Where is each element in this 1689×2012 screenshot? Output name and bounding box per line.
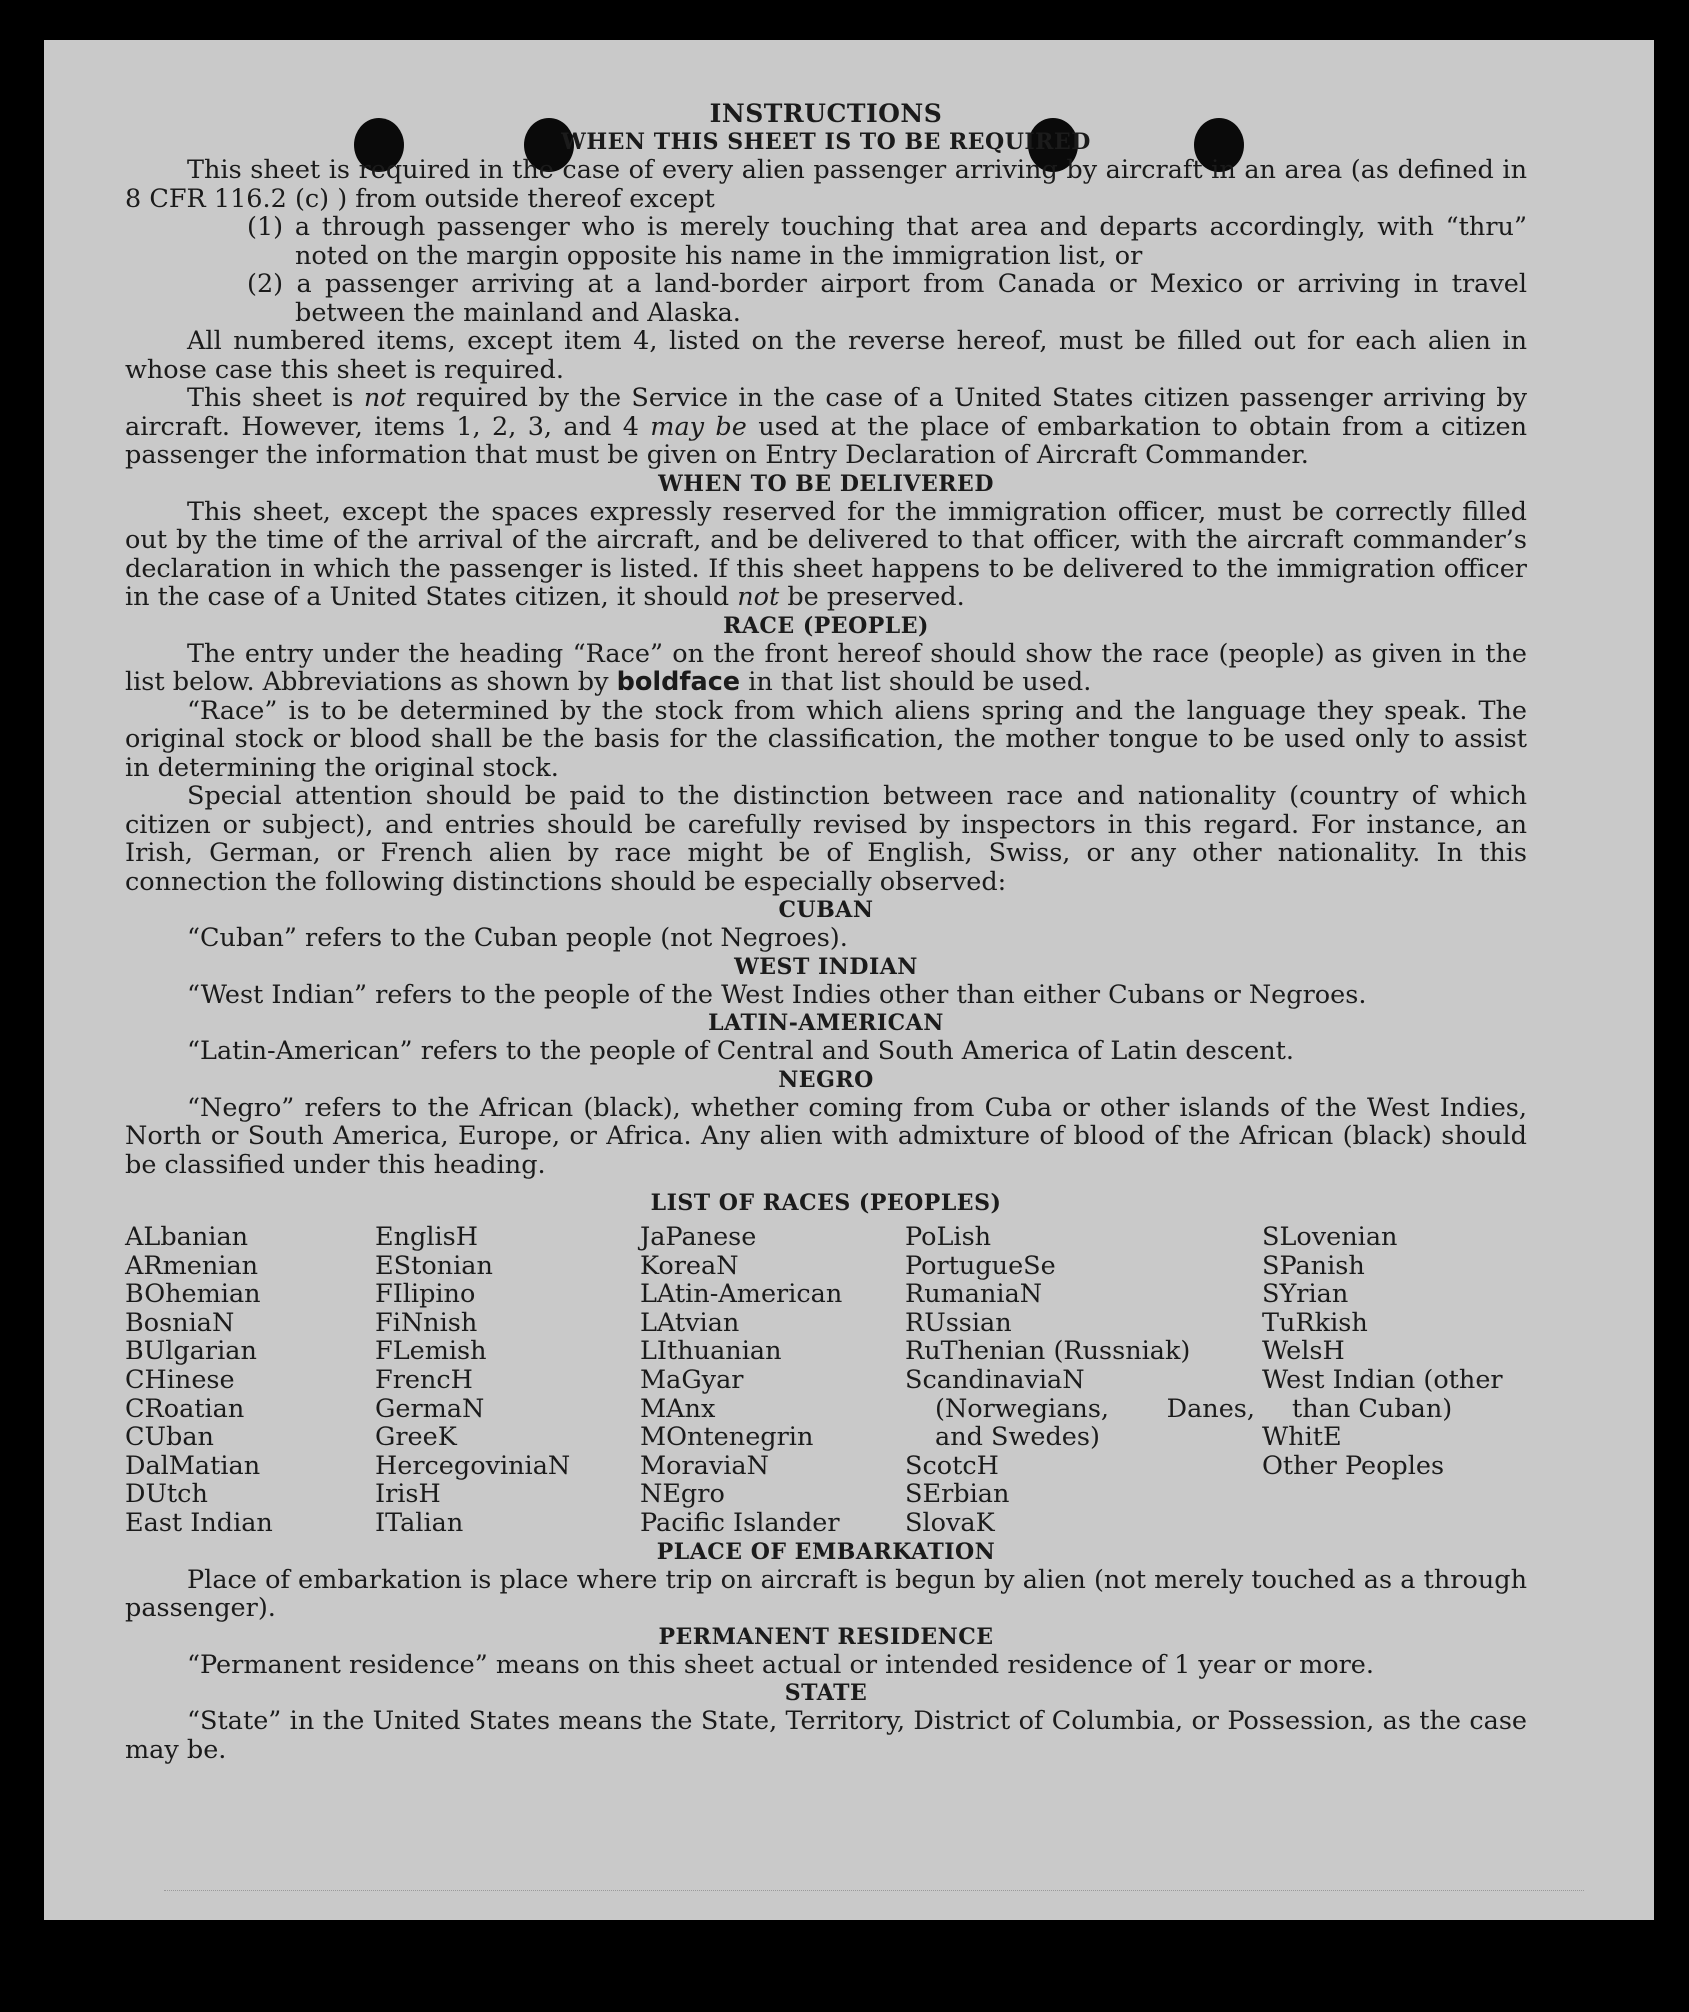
paragraph: “Cuban” refers to the Cuban people (not Negroes). [187, 923, 848, 953]
race-item: ScandinaviaN (Norwegians, Danes, and Swedes) [905, 1364, 1255, 1453]
race-item: FLemish [375, 1336, 487, 1367]
paragraph: “Race” is to be determined by the stock from which aliens spring and the language they speak. The original stock or blood shall be the basis for the classification, the mother tongue to be used only to assist in determining the original stock. [125, 695, 1527, 783]
section-heading-negro: NEGRO [778, 1066, 874, 1093]
race-item: GreeK [375, 1422, 457, 1453]
race-item: LAtvian [640, 1307, 740, 1338]
section-heading-permanent-residence: PERMANENT RESIDENCE [658, 1623, 994, 1650]
race-item: BosniaN [125, 1307, 235, 1338]
section-heading-race: RACE (PEOPLE) [723, 612, 929, 639]
race-item: EnglisH [375, 1222, 478, 1252]
faint-footer-rule [164, 1890, 1584, 1931]
race-item: CRoatian [125, 1393, 245, 1424]
race-item: Pacific Islander [640, 1507, 840, 1538]
race-item: LAtin-American [640, 1279, 843, 1310]
section-heading-state: STATE [784, 1680, 868, 1707]
race-item: MaGyar [640, 1364, 744, 1395]
section-heading-west-indian: WEST INDIAN [734, 953, 918, 980]
race-item: ARmenian [125, 1250, 259, 1281]
race-item: SYrian [1262, 1279, 1349, 1310]
races-list [125, 1223, 1527, 1538]
race-item: LIthuanian [640, 1336, 782, 1367]
section-heading-embarkation: PLACE OF EMBARKATION [656, 1538, 996, 1565]
section-heading-latin-american: LATIN-AMERICAN [708, 1010, 944, 1036]
races-column-4 [905, 1223, 1262, 1538]
list-item: (1) a through passenger who is merely touching that area and departs accordingly, with “thru” noted on the margin opposite his name in the immigration list, or [247, 212, 1527, 271]
race-item: BOhemian [125, 1279, 261, 1310]
race-item: MoraviaN [640, 1450, 769, 1481]
race-item: MOntenegrin [640, 1422, 814, 1453]
race-item: East Indian [125, 1507, 273, 1538]
paragraph: Place of embarkation is place where trip on aircraft is begun by alien (not merely touched as a through passenger). [125, 1564, 1527, 1624]
race-item: JaPanese [640, 1222, 757, 1252]
race-item: GermaN [375, 1393, 485, 1424]
race-item: ITalian [375, 1507, 464, 1538]
paragraph: “Permanent residence” means on this sheet actual or intended residence of 1 year or more. [187, 1649, 1374, 1680]
race-item: DalMatian [125, 1450, 261, 1481]
race-item: RuThenian (Russniak) [905, 1336, 1191, 1367]
list-item: (2) a passenger arriving at a land-border airport from Canada or Mexico or arriving in travel between the mainland and Alaska. [247, 269, 1527, 328]
races-column-3 [640, 1223, 905, 1538]
section-heading-delivered: WHEN TO BE DELIVERED [658, 470, 994, 497]
race-item: ALbanian [125, 1222, 249, 1252]
race-item: PortugueSe [905, 1250, 1056, 1281]
race-item: WelsH [1262, 1336, 1345, 1367]
race-item: RumaniaN [905, 1279, 1043, 1310]
race-item: NEgro [640, 1479, 725, 1510]
paragraph: This sheet, except the spaces expressly reserved for the immigration officer, must be correctly filled out by the time of the arrival of the aircraft, and be delivered to that officer, with the aircraft commander’s declaration in which the passenger is listed. If this sheet happens to be delivered to the immigration officer in the case of a United States citizen, it should not be preserved. [125, 496, 1527, 612]
paragraph: Special attention should be paid to the distinction between race and nationality (country of which citizen or subject), and entries should be carefully revised by inspectors in this regard. For instance, an Irish, German, or French alien by race might be of English, Swiss, or any other nationality. In this connection the following distinctions should be especially observed: [125, 781, 1527, 897]
race-item: TuRkish [1262, 1307, 1368, 1338]
paragraph: “State” in the United States means the State, Territory, District of Columbia, or Possession, as the case may be. [125, 1706, 1527, 1765]
race-item: Other Peoples [1262, 1450, 1445, 1481]
race-item: WhitE [1262, 1422, 1342, 1453]
races-column-5 [1262, 1223, 1527, 1538]
race-item: CHinese [125, 1364, 235, 1395]
paragraph: The entry under the heading “Race” on the front hereof should show the race (people) as given in the list below. Abbreviations as shown by boldface in that list should be used. [125, 638, 1527, 697]
race-item: FiNnish [375, 1307, 478, 1338]
section-heading-list-of-races: LIST OF RACES (PEOPLES) [650, 1190, 1002, 1216]
race-item: SPanish [1262, 1250, 1365, 1281]
race-item: CUban [125, 1422, 214, 1453]
race-item: SLovenian [1262, 1222, 1398, 1252]
paragraph: This sheet is not required by the Service in the case of a United States citizen passenger arriving by aircraft. However, items 1, 2, 3, and 4 may be used at the place of embarkation to obtain from a citizen passenger the information that must be given on Entry Declaration of Aircraft Commander. [125, 383, 1528, 470]
race-item: KoreaN [640, 1250, 739, 1281]
race-item: PoLish [905, 1222, 992, 1252]
race-item: HercegoviniaN [375, 1450, 571, 1481]
race-item: ScotcH [905, 1450, 999, 1481]
race-item: SlovaK [905, 1507, 995, 1538]
races-column-2 [375, 1223, 640, 1538]
page-title: INSTRUCTIONS [709, 99, 943, 128]
race-item: DUtch [125, 1479, 208, 1510]
race-item: RUssian [905, 1307, 1012, 1338]
race-item: SErbian [905, 1479, 1010, 1510]
paragraph: This sheet is required in the case of every alien passenger arriving by aircraft in an area (as defined in 8 CFR 116.2 (c) ) from outside thereof except [125, 155, 1527, 214]
race-item: West Indian (other than Cuban) [1262, 1364, 1503, 1424]
race-item: EStonian [375, 1250, 493, 1281]
paragraph: “Latin-American” refers to the people of Central and South America of Latin descent. [187, 1036, 1295, 1066]
race-item: FIlipino [375, 1279, 476, 1310]
race-item: MAnx [640, 1393, 716, 1424]
paragraph: All numbered items, except item 4, listed on the reverse hereof, must be filled out for each alien in whose case this sheet is required. [125, 326, 1527, 385]
section-heading-cuban: CUBAN [778, 897, 874, 923]
instructions-body [125, 100, 1527, 1764]
paragraph: “West Indian” refers to the people of the West Indies other than either Cubans or Negroes. [187, 979, 1367, 1010]
race-item: BUlgarian [125, 1336, 257, 1367]
section-heading-required: WHEN THIS SHEET IS TO BE REQUIRED [561, 129, 1091, 155]
race-item: IrisH [375, 1479, 441, 1510]
race-item: FrencH [375, 1364, 473, 1395]
paragraph: “Negro” refers to the African (black), whether coming from Cuba or other islands of the West Indies, North or South America, Europe, or Africa. Any alien with admixture of blood of the African (black) should be classified under this heading. [125, 1092, 1527, 1180]
races-column-1 [125, 1223, 375, 1538]
